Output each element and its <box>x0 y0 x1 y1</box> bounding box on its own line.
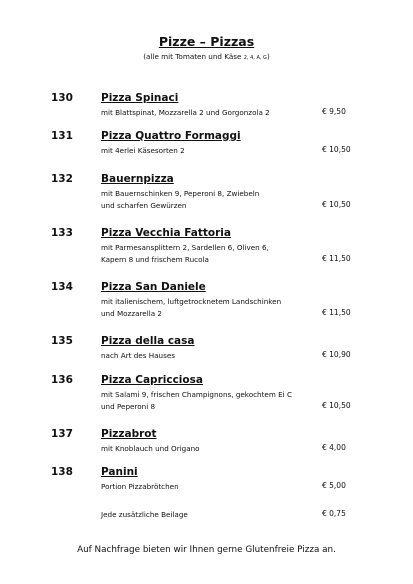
description-line: mit Salami 9, frischen Champignons, gekochtem Ei C <box>101 390 292 399</box>
description-line: mit Blattspinat, Mozzarella 2 und Gorgonzola 2 <box>101 108 270 117</box>
description-line: mit 4erlei Käsesorten 2 <box>101 146 185 155</box>
item-name: Pizza Vecchia Fattoria <box>101 227 231 239</box>
item-description <box>101 389 292 413</box>
item-price: € 10,90 <box>322 350 351 359</box>
description-line: Kapern 8 und frischem Rucola <box>101 255 209 265</box>
item-number: 137 <box>51 428 73 440</box>
description-line: und Peperoni 8 <box>101 402 156 412</box>
subtitle-text: (alle mit Tomaten und Käse <box>143 52 242 61</box>
item-name: Pizza San Daniele <box>101 281 206 293</box>
menu-title: Pizze – Pizzas <box>158 34 255 49</box>
item-number: 133 <box>51 227 73 239</box>
item-name: Pizza Spinaci <box>101 92 179 104</box>
item-name: Pizzabrot <box>101 428 157 440</box>
item-number: 135 <box>51 335 73 347</box>
item-description <box>101 481 179 493</box>
allergen-codes: 2, 4, A, G <box>243 55 267 61</box>
item-number: 136 <box>51 374 73 386</box>
item-price: € 10,50 <box>322 401 351 410</box>
item-number: 130 <box>51 92 73 104</box>
item-price: € 10,50 <box>322 145 351 154</box>
description-line: und scharfen Gewürzen <box>101 201 187 211</box>
item-number: 132 <box>51 173 73 185</box>
item-price: € 5,00 <box>322 481 346 490</box>
item-price: € 11,50 <box>322 308 351 317</box>
gluten-free-note: Auf Nachfrage bieten wir Ihnen gerne Glutenfreie Pizza an. <box>77 545 336 555</box>
item-price: € 11,50 <box>322 254 351 263</box>
item-number: 134 <box>51 281 73 293</box>
item-name: Bauernpizza <box>101 173 174 185</box>
subtitle-end: ) <box>266 52 270 61</box>
item-price: € 10,50 <box>322 200 351 209</box>
description-line: mit Knoblauch und Origano <box>101 444 200 453</box>
item-name: Pizza della casa <box>101 335 195 347</box>
description-line: und Mozzarella 2 <box>101 309 162 319</box>
extra-side-price: € 0,75 <box>322 509 346 518</box>
item-description <box>101 145 185 157</box>
description-line: mit italienischem, luftgetrocknetem Landschinken <box>101 297 282 306</box>
description-line: mit Bauernschinken 9, Peperoni 8, Zwiebeln <box>101 189 260 198</box>
item-description <box>101 443 200 455</box>
item-description <box>101 350 175 362</box>
item-name: Pizza Capricciosa <box>101 374 203 386</box>
menu-subtitle <box>0 52 413 61</box>
item-price: € 4,00 <box>322 443 346 452</box>
item-name: Pizza Quattro Formaggi <box>101 130 241 142</box>
item-number: 131 <box>51 130 73 142</box>
item-description <box>101 242 269 266</box>
extra-side-label: Jede zusätzliche Beilage <box>101 510 188 519</box>
item-description <box>101 188 259 212</box>
description-line: Portion Pizzabrötchen <box>101 482 179 491</box>
item-price: € 9,50 <box>322 107 346 116</box>
item-description <box>101 296 281 320</box>
item-name: Panini <box>101 466 138 478</box>
description-line: mit Parmesansplittern 2, Sardellen 6, Oliven 6, <box>101 243 269 252</box>
item-description <box>101 107 270 119</box>
item-number: 138 <box>51 466 73 478</box>
description-line: nach Art des Hauses <box>101 351 176 360</box>
